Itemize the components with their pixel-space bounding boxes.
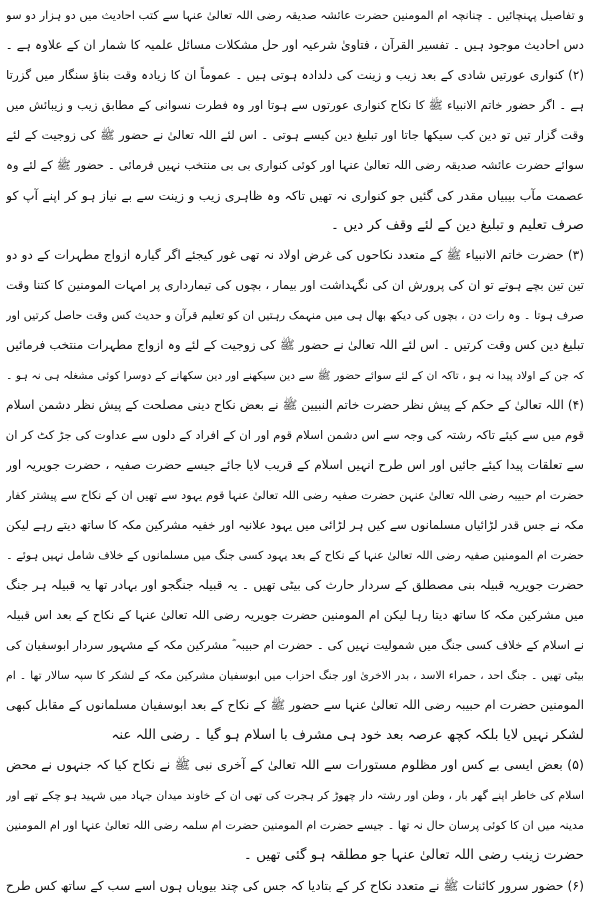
text-line: اسلام کی خاطر اپنے گھر بار ، وطن اور رشتہ دار چھوڑ کر ہجرت کی تھی ان کے خاوند میدان جہاد میں شہید ہو چکے تھے اور: [6, 789, 584, 802]
text-line: نے اسلام کے خلاف کسی جنگ میں شمولیت نہیں کی ۔ حضرت ام حبیبہ ؓ مشرکین مکہ کے مشہور سردار ابوسفیان کی: [6, 638, 584, 652]
text-line: حضرت ام المومنین صفیہ رضی اللہ تعالیٰ عنہا کے نکاح کے بعد یہود کسی جنگ میں مسلمانوں کے خلاف شامل نہیں ہوئے ۔: [6, 549, 584, 562]
text-line: و تفاصیل پہنچائیں ۔ چنانچہ ام المومنین حضرت عائشہ صدیقہ رضی اللہ تعالیٰ عنہا سے کتب احادیث میں دو ہزار دو سو: [6, 8, 584, 22]
text-line: تین تین بچے ہوتے تو ان کی پرورش ان کی نگہداشت اور بیمار ، بچوں کی تیمارداری پر امہات المومنین کا کتنا وقت: [6, 278, 584, 292]
text-line: تبلیغ دین کس وقت کرتیں ۔ اس لئے اللہ تعالیٰ نے حضور ﷺ کی زوجیت کے لئے وہ ازواج مطہرات منتخب فرمائیں: [6, 338, 584, 352]
text-line: (۵) بعض ایسی بے کس اور مظلوم مستورات سے اللہ تعالیٰ کے آخری نبی ﷺ نے نکاح کیا کہ جنہوں نے محض: [6, 758, 584, 773]
text-line: سے تعلقات پیدا کیئے جائیں اور اس طرح انہیں اسلام کے قریب لایا جائے جیسے حضرت صفیہ ، حضرت جویریہ اور: [6, 458, 584, 472]
text-line: دس احادیث موجود ہیں ۔ تفسیر القرآن ، فتاویٰ شرعیہ اور حل مشکلات مسائل علمیہ کا شمار ان کے علاوہ ہے ۔: [6, 38, 584, 52]
text-line: میں مشرکین مکہ کا ساتھ دیتا رہا لیکن ام المومنین حضرت جویریہ رضی اللہ تعالیٰ عنہا کے نکاح کے بعد اس قبیلہ: [6, 608, 584, 622]
text-line: مدینہ میں ان کا کوئی پرسان حال نہ تھا ۔ جیسے حضرت ام المومنین حضرت ام سلمہ رضی اللہ تعالیٰ عنہا اور ام المومنین: [6, 819, 584, 832]
text-line: (۴) اللہ تعالیٰ کے حکم کے پیش نظر حضرت خاتم النبیین ﷺ نے بعض نکاح دینی مصلحت کے پیش نظر دشمن اسلام: [6, 398, 584, 412]
text-line: (۳) حضرت خاتم الانبیاء ﷺ کے متعدد نکاحوں کی غرض اولاد نہ تھی غور کیجئے اگر گیارہ ازواج مطہرات کے دو دو: [6, 248, 584, 262]
text-line: حضرت جویریہ قبیلہ بنی مصطلق کے سردار حارث کی بیٹی تھیں ۔ یہ قبیلہ جنگجو اور بہادر تھا یہ قبیلہ ہر جنگ: [6, 578, 584, 592]
text-line: بیٹی تھیں ۔ جنگ احد ، حمراء الاسد ، بدر الاخریٰ اور جنگ احزاب میں ابوسفیان مشرکین مکہ کے لشکر کا سپہ سالار تھا ۔ ام: [6, 669, 584, 682]
text-line: (۶) حضور سرور کائنات ﷺ نے متعدد نکاح کر کے بتادیا کہ جس کی چند بیویاں ہوں اسے سب کے ساتھ کس طرح: [6, 878, 584, 893]
text-line: المومنین حضرت ام حبیبہ رضی اللہ تعالیٰ عنہا سے حضور ﷺ کے نکاح کے بعد ابوسفیان مسلمانوں کے مقابل کبھی: [6, 698, 584, 712]
text-line: عصمت مآب بیبیاں مقدر کی گئیں جو کنواری نہ تھیں تاکہ وہ ظاہری زیب و زینت سے بے نیاز ہو کر اپنے آپ کو: [6, 188, 584, 203]
text-line: مکہ نے جس قدر لڑائیاں مسلمانوں سے کیں ہر لڑائی میں یہود علانیہ اور خفیہ مشرکین مکہ کا ساتھ دیتے رہے لیکن: [6, 518, 584, 532]
text-line: حضرت ام حبیبہ رضی اللہ تعالیٰ عنہن حضرت صفیہ رضی اللہ تعالیٰ عنہا قوم یہود سے تھیں ان کے نکاح سے پیشتر کفار: [6, 488, 584, 502]
text-line: سوائے حضرت عائشہ صدیقہ رضی اللہ تعالیٰ عنہا اور کوئی کنواری بی بی منتخب نہیں فرمائی ۔ حضور ﷺ کے لئے وہ: [6, 158, 584, 172]
text-line: وقت گزار تیں تو دین کب سیکھا جاتا اور تبلیغ دین کیسے ہوتی ۔ اس لئے اللہ تعالیٰ نے حضور ﷺ کی زوجیت کے لئے: [6, 128, 584, 142]
text-line: (۲) کنواری عورتیں شادی کے بعد زیب و زینت کی دلدادہ ہوتی ہیں ۔ عموماً ان کا زیادہ وقت بناؤ سنگار میں گزرتا: [6, 68, 584, 82]
text-line: صرف تعلیم و تبلیغ دین کے لئے وقف کر دیں ۔: [331, 217, 584, 233]
text-line: ہے ۔ اگر حضور خاتم الانبیاء ﷺ کا نکاح کنواری عورتوں سے ہوتا اور وہ فطرت نسوانی کے مطابق زیب و زیبائش میں: [6, 98, 584, 112]
text-line: قوم میں سے کیئے تاکہ رشتہ کی وجہ سے اس دشمن اسلام قوم اور ان کے افراد کے دلوں سے عداوت کی جڑ کٹ کر ان: [6, 428, 584, 442]
text-line: کہ جن کے اولاد پیدا نہ ہو ، تاکہ ان کے لئے سوائے حضور ﷺ سے دین سیکھنے اور دین سکھانے کے دوسرا کوئی مشغلہ ہی نہ ہو ۔: [6, 369, 584, 382]
text-line: لشکر نہیں لایا بلکہ کچھ عرصہ بعد خود ہی مشرف با اسلام ہو گیا ۔ رضی اللہ عنہ: [111, 727, 584, 743]
text-line: صرف ہوتا ۔ وہ رات دن ، بچوں کی دیکھ بھال ہی میں منہمک رہتیں ان کو تعلیم قرآن و حدیث کس وقت حاصل کرتیں اور: [6, 309, 584, 322]
text-line: حضرت زینب رضی اللہ تعالیٰ عنہا جو مطلقہ ہو گئی تھیں ۔: [243, 847, 584, 863]
